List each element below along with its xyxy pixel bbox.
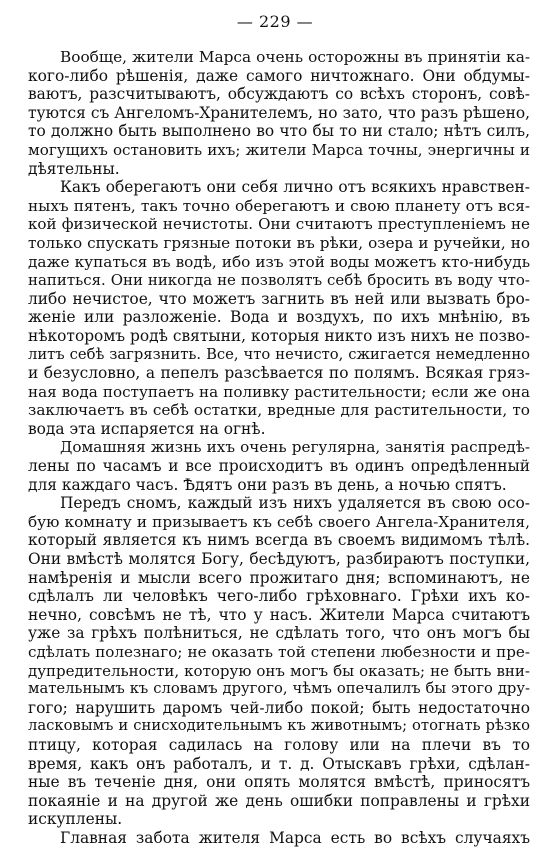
text-line: который является къ нимъ всегда въ своемъ видимомъ тѣлѣ. [28,531,530,550]
text-line: вода эта испаряется на огнѣ. [28,419,266,438]
text-line: то должно быть выполнено во что бы то ни стало; нѣтъ силъ, [28,122,530,141]
text-line: мательнымъ къ словамъ другого, чѣмъ опечалилъ бы этого дру- [28,680,530,698]
text-line: либо нечистое, что можетъ загнить въ ней или вызвать бро- [28,289,530,308]
text-line: для каждаго часъ. Ѣдятъ они разъ въ день, а ночью спятъ. [28,475,507,494]
text-line: кой физической нечистоты. Они считаютъ преступленіемъ не [28,215,530,234]
paragraph [28,178,530,438]
text-line: сдѣлать полезнаго; не оказать той степени любезности и пре- [28,643,530,661]
text-line: только спускать грязные потоки въ рѣки, озера и ручейки, но [28,233,530,252]
text-line: ваютъ, разсчитываютъ, обсуждаютъ со всѣхъ сторонъ, совѣ- [28,85,530,104]
text-line: женіе или разложеніе. Вода и воздухъ, по ихъ мнѣнію, въ [28,308,530,327]
text-line: нѣкоторомъ родѣ святыни, которыя никто изъ нихъ не позво- [28,326,530,345]
text-line: могущихъ остановить ихъ; жители Марса точны, энергичны и [28,140,530,159]
paragraph [28,494,530,829]
text-line: покаяніе и на другой же день ошибки поправлены и грѣхи [28,791,530,810]
text-line: ласковымъ и снисходительнымъ къ животнымъ; отогнать рѣзко [28,717,530,735]
body-text [28,48,530,848]
text-line: туются съ Ангеломъ-Хранителемъ, но зато, что разъ рѣшено, [28,103,530,122]
text-line: и безусловно, а пепелъ разсѣвается по полямъ. Всякая гряз- [28,364,530,383]
text-line: даже купаться въ водѣ, ибо изъ этой воды можетъ кто-нибудь [28,252,530,271]
text-line: гого; нарушить даромъ чей-либо покой; быть недостаточно [28,698,530,717]
text-line: дѣятельны. [28,159,120,178]
text-line: Какъ оберегаютъ они себя лично отъ всякихъ нравствен- [60,178,530,197]
text-line: напиться. Они никогда не позволятъ себѣ бросить въ воду что- [28,271,530,290]
text-line: Передъ сномъ, каждый изъ нихъ удаляется въ свою осо- [60,494,530,513]
text-line: кого-либо рѣшенія, даже самого ничтожнаго. Они обдумы- [28,66,530,85]
text-line: Они вмѣстѣ молятся Богу, бесѣдуютъ, разбираютъ поступки, [28,550,530,569]
text-line: намѣренія и мысли всего прожитаго дня; вспоминаютъ, не [28,568,530,587]
text-line: ныхъ пятенъ, такъ точно оберегаютъ и свою планету отъ вся- [28,196,530,215]
text-line: ная вода поступаетъ на поливку растительности; если же она [28,382,530,401]
text-line: литъ себѣ загрязнить. Все, что нечисто, сжигается немедленно [28,345,530,363]
text-line: Вообще, жители Марса очень осторожны въ принятіи ка- [60,48,530,66]
text-line: уже за грѣхъ полѣниться, не сдѣлать того, что онъ могъ бы [28,624,530,643]
text-line: Домашняя жизнь ихъ очень регулярна, занятія распредѣ- [60,438,530,457]
text-line: птицу, которая садилась на голову или на плечи въ то [28,735,530,754]
text-line: сдѣлалъ ли человѣкъ чего-либо грѣховнаго. Грѣхи ихъ ко- [28,587,530,606]
text-line: ные въ теченіе дня, они опять молятся вмѣстѣ, приносятъ [28,773,530,792]
paragraph [28,829,530,848]
paragraph [28,438,530,494]
text-line: Главная забота жителя Марса есть во всѣхъ случаяхъ [60,828,530,847]
text-line: время, какъ онъ работалъ, и т. д. Отыскавъ грѣхи, сдѣлан- [28,754,530,773]
text-line: заключаетъ въ себѣ остатки, вредные для растительности, то [28,401,530,420]
text-line: нечно, совсѣмъ не тѣ, что у насъ. Жители Марса считаютъ [28,605,530,624]
text-line: искуплены. [28,810,123,829]
paragraph [28,48,530,178]
text-line: дупредительности, которую онъ могъ бы оказать; не быть вни- [28,661,530,680]
text-line: лены по часамъ и все происходитъ въ одинъ опредѣленный [28,457,530,476]
page-number: — 229 — [236,12,314,31]
text-line: бую комнату и призываетъ къ себѣ своего Ангела-Хранителя, [28,512,530,531]
